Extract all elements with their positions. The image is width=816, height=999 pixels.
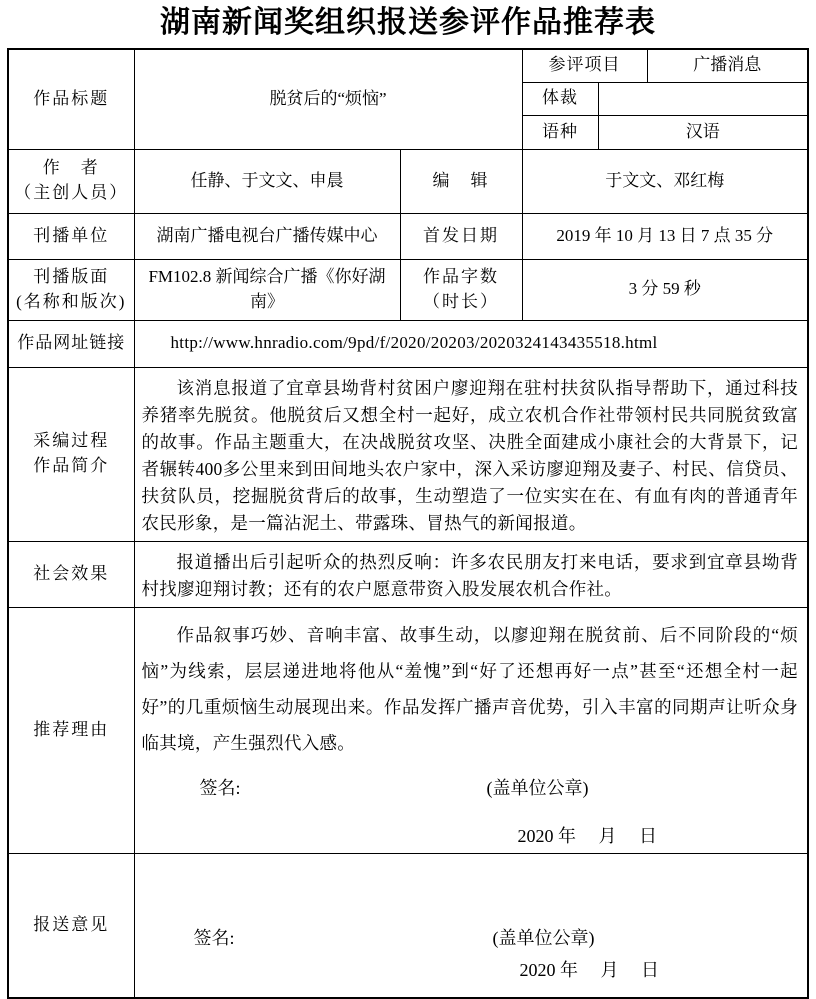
submission-opinion-value: [134, 853, 808, 998]
language-value: 汉语: [598, 115, 808, 149]
work-title-label: 作品标题: [8, 49, 134, 149]
social-effect-value: [134, 541, 808, 607]
publish-layout-label-line1: 刊播版面: [33, 266, 110, 286]
genre-label: 体裁: [522, 82, 598, 115]
editor-label: 编 辑: [400, 149, 522, 213]
row-recommendation: [8, 607, 808, 853]
row-url: [8, 320, 808, 367]
submission-date: 2020 年 月 日: [519, 959, 659, 980]
publish-layout-label-line2: (名称和版次): [16, 291, 127, 311]
submission-sign-line: [142, 925, 799, 951]
word-count-label: [400, 259, 522, 320]
author-label-line1: 作 者: [42, 158, 100, 178]
url-value: http://www.hnradio.com/9pd/f/2020/20203/2020324143435518.html: [134, 320, 808, 367]
row-layout-wordcount: [8, 259, 808, 320]
row-publish-unit-date: [8, 213, 808, 259]
social-effect-paragraph: 报道播出后引起听众的热烈反响：许多农民朋友打来电话，要求到宜章县坳背村找廖迎翔讨教；还有的农户愿意带资入股发展农机合作社。: [141, 551, 798, 599]
row-submission-opinion: [8, 853, 808, 998]
process-intro-label-line1: 采编过程: [33, 431, 110, 451]
recommendation-form-table: [7, 48, 809, 999]
form-title: 湖南新闻奖组织报送参评作品推荐表: [160, 6, 656, 39]
author-label-line2: （主创人员）: [14, 183, 129, 202]
author-value: 任静、于文文、申晨: [134, 149, 400, 213]
social-effect-label: 社会效果: [8, 541, 134, 607]
publish-layout-value: FM102.8 新闻综合广播《你好湖南》: [134, 259, 400, 320]
recommendation-sign-label: 签名:: [199, 777, 241, 798]
row-process-intro: [8, 367, 808, 541]
author-label: [8, 149, 134, 213]
language-label: 语种: [522, 115, 598, 149]
row-work-title: [8, 49, 808, 82]
first-publish-date-label: 首发日期: [400, 213, 522, 259]
word-count-value: 3 分 59 秒: [522, 259, 808, 320]
publish-unit-label: 刊播单位: [8, 213, 134, 259]
recommendation-value: [134, 607, 808, 853]
word-count-label-line1: 作品字数: [423, 266, 499, 286]
url-label: 作品网址链接: [8, 320, 134, 367]
genre-value: [598, 82, 808, 115]
process-intro-label-line2: 作品简介: [33, 456, 110, 475]
row-author-editor: [8, 149, 808, 213]
publish-layout-label: [8, 259, 134, 320]
publish-unit-value: 湖南广播电视台广播传媒中心: [134, 213, 400, 259]
process-intro-paragraph: 该消息报道了宜章县坳背村贫困户廖迎翔在驻村扶贫队指导帮助下，通过科技养猪率先脱贫。他脱贫后又想全村一起好，成立农机合作社带领村民共同脱贫致富的故事。作品主题重大，在决战脱贫攻坚、决胜全面建成小康社会的大背景下，记者辗转400多公里来到田间地头农户家中，深入采访廖迎翔及妻子、村民、信贷员、扶贫队员，挖掘脱贫背后的故事，生动塑造了一位实实在在、有血有肉的普通青年农民形象，是一篇沾泥土、带露珠、冒热气的新闻报道。: [141, 377, 798, 533]
editor-value: 于文文、邓红梅: [522, 149, 808, 213]
process-intro-value: [134, 367, 808, 541]
recommendation-date: 2020 年 月 日: [517, 825, 657, 846]
recommendation-label: 推荐理由: [8, 607, 134, 853]
recommendation-sign-line: [142, 775, 799, 801]
row-social-effect: [8, 541, 808, 607]
process-intro-label: [8, 367, 134, 541]
work-title-value: 脱贫后的“烦恼”: [134, 49, 522, 149]
recommendation-seal-label: (盖单位公章): [486, 777, 589, 798]
entry-item-label: 参评项目: [522, 49, 647, 82]
entry-item-value: 广播消息: [647, 49, 808, 82]
submission-sign-label: 签名:: [193, 927, 235, 948]
first-publish-date-value: 2019 年 10 月 13 日 7 点 35 分: [522, 213, 808, 259]
submission-seal-label: (盖单位公章): [492, 927, 595, 948]
submission-opinion-label: 报送意见: [8, 853, 134, 998]
word-count-label-line2: （时长）: [423, 291, 499, 311]
recommendation-paragraph: 作品叙事巧妙、音响丰富、故事生动，以廖迎翔在脱贫前、后不同阶段的“烦恼”为线索，层层递进地将他从“羞愧”到“好了还想再好一点”甚至“还想全村一起好”的几重烦恼生动展现出来。作品发挥广播声音优势，引入丰富的同期声让听众身临其境，产生强烈代入感。: [141, 624, 798, 753]
